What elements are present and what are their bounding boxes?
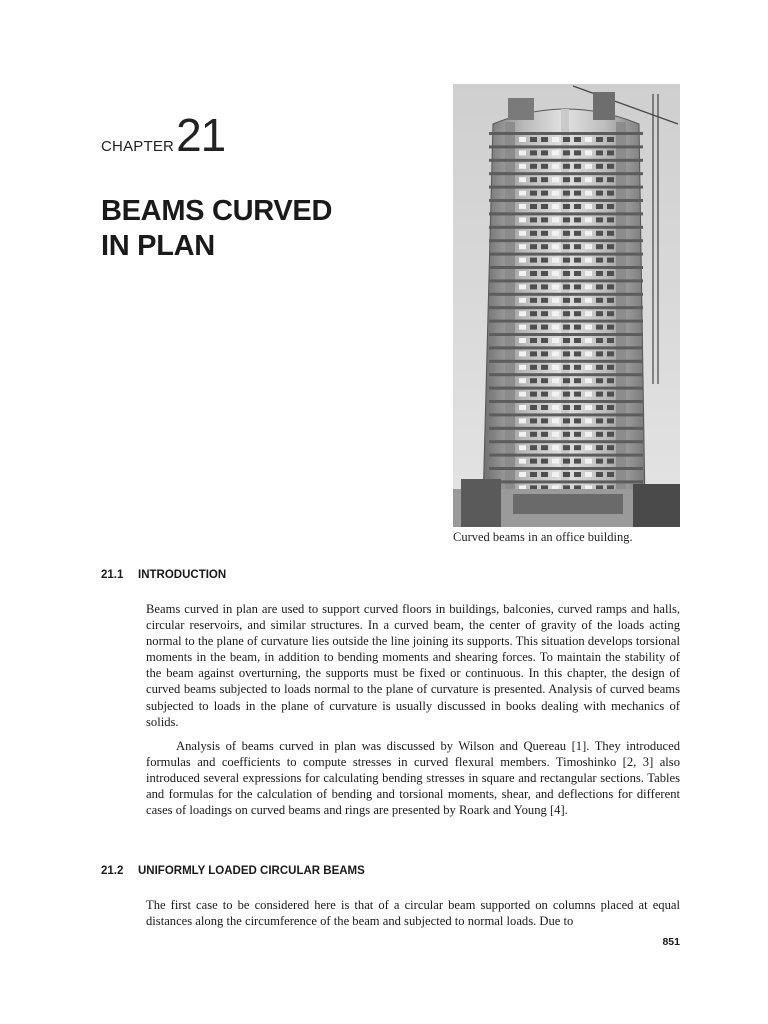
building-photo — [453, 84, 680, 527]
intro-paragraph-1: Beams curved in plan are used to support curved floors in buildings, balconies, curved ramps and halls, circular reservoirs, and similar structures. In a curved beam, the center of gravity of the loads acting normal to the plane of curvature lies outside the line joining its supports. This situation develops torsional moments in the beam, in addition to bending moments and shearing forces. To maintain the stability of the beam against overturning, the supports must be fixed or continuous. In this chapter, the design of curved beams subjected to loads normal to the plane of curvature is presented. Analysis of curved beams subjected to loads in the plane of curvature is usually discussed in books dealing with mechanics of solids. — [146, 602, 680, 729]
intro-paragraph-2: Analysis of beams curved in plan was discussed by Wilson and Quereau [1]. They introduced formulas and coefficients to compute stresses in curved flexural members. Timoshinko [2, 3] also introduced several expressions for calculating bending stresses in square and rectangular sections. Tables and formulas for the calculation of bending and torsional moments, shear, and deflections for different cases of loadings on curved beams and rings are presented by Roark and Young [4]. — [146, 739, 680, 818]
section-heading-21-2 — [101, 865, 365, 877]
section-title: UNIFORMLY LOADED CIRCULAR BEAMS — [138, 865, 365, 877]
chapter-label — [101, 109, 226, 161]
chapter-title-line-1: BEAMS CURVED — [101, 195, 333, 227]
page-number: 851 — [662, 936, 680, 948]
chapter-title-line-2: IN PLAN — [101, 230, 215, 262]
section-21-2-paragraph-1: The first case to be considered here is that of a circular beam supported on columns placed at equal distances along the circumference of the beam and subjected to normal loads. Due to — [146, 898, 680, 929]
section-number: 21.1 — [101, 569, 124, 581]
section-title: INTRODUCTION — [138, 569, 227, 581]
figure-caption: Curved beams in an office building. — [453, 530, 633, 544]
chapter-title — [101, 194, 332, 264]
chapter-word: CHAPTER — [101, 138, 175, 155]
chapter-number: 21 — [176, 109, 226, 161]
building-illustration — [453, 84, 680, 527]
section-number: 21.2 — [101, 865, 124, 877]
section-heading-21-1 — [101, 569, 226, 581]
